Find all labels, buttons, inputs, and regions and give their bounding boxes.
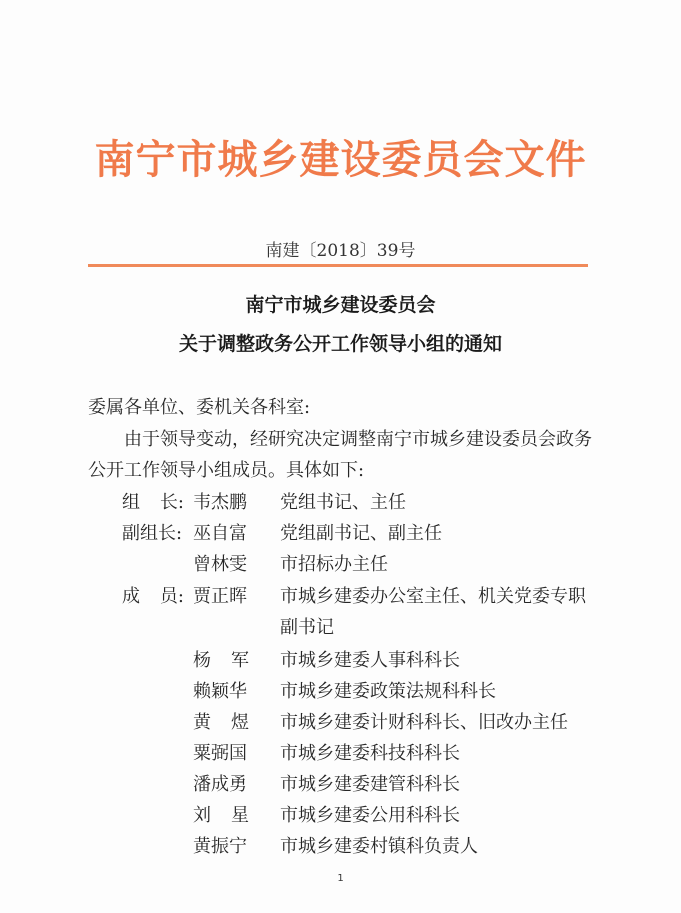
- member-row: [0, 488, 681, 518]
- salutation: 委属各单位、委机关各科室:: [88, 397, 311, 418]
- notice-title-line-1: 南宁市城乡建设委员会: [245, 294, 436, 316]
- member-position: 市招标办主任: [280, 554, 388, 575]
- member-role: 成 员:: [122, 586, 184, 607]
- member-row: [0, 708, 681, 738]
- member-position: 市城乡建委村镇科负责人: [280, 836, 478, 857]
- red-divider-rule: [88, 264, 588, 267]
- member-name: 巫自富: [193, 523, 247, 544]
- member-row: [0, 550, 681, 580]
- member-name: 黄 煜: [193, 712, 249, 733]
- member-position: 市城乡建委建管科科长: [280, 774, 460, 795]
- member-row: [0, 519, 681, 549]
- member-role: 副组长:: [122, 523, 183, 544]
- member-name: 刘 星: [193, 805, 249, 826]
- member-name: 贾正晖: [193, 586, 247, 607]
- member-position: 市城乡建委人事科科长: [280, 650, 460, 671]
- member-position: 党组副书记、副主任: [280, 523, 442, 544]
- member-position: 市城乡建委公用科科长: [280, 805, 460, 826]
- member-position: 市城乡建委政策法规科科长: [280, 681, 496, 702]
- document-number: 南建〔2018〕39号: [265, 241, 416, 261]
- member-position-continued: 副书记: [280, 617, 334, 638]
- member-name: 韦杰鹏: [193, 492, 247, 513]
- member-row-continuation: [0, 613, 681, 643]
- member-position: 市城乡建委科技科科长: [280, 743, 460, 764]
- member-name: 杨 军: [193, 650, 249, 671]
- member-position: 市城乡建委计财科科长、旧改办主任: [280, 712, 568, 733]
- document-header: 南宁市城乡建设委员会文件: [94, 137, 587, 183]
- page-number: 1: [337, 873, 344, 884]
- member-row: [0, 677, 681, 707]
- member-name: 粟弼国: [193, 743, 247, 764]
- body-paragraph-line-2: 公开工作领导小组成员。具体如下:: [88, 460, 365, 481]
- member-row: [0, 739, 681, 769]
- member-position: 党组书记、主任: [280, 492, 406, 513]
- member-name: 赖颖华: [193, 681, 247, 702]
- member-row: [0, 832, 681, 862]
- member-name: 曾林雯: [193, 554, 247, 575]
- member-position: 市城乡建委办公室主任、机关党委专职: [280, 586, 586, 607]
- member-row: [0, 770, 681, 800]
- notice-title-line-2: 关于调整政务公开工作领导小组的通知: [178, 333, 502, 355]
- member-row: [0, 582, 681, 612]
- member-row: [0, 801, 681, 831]
- member-role: 组 长:: [122, 492, 184, 513]
- body-paragraph-line-1: 由于领导变动，经研究决定调整南宁市城乡建设委员会政务: [124, 429, 592, 450]
- member-row: [0, 646, 681, 676]
- member-name: 潘成勇: [193, 774, 247, 795]
- member-name: 黄振宁: [193, 836, 247, 857]
